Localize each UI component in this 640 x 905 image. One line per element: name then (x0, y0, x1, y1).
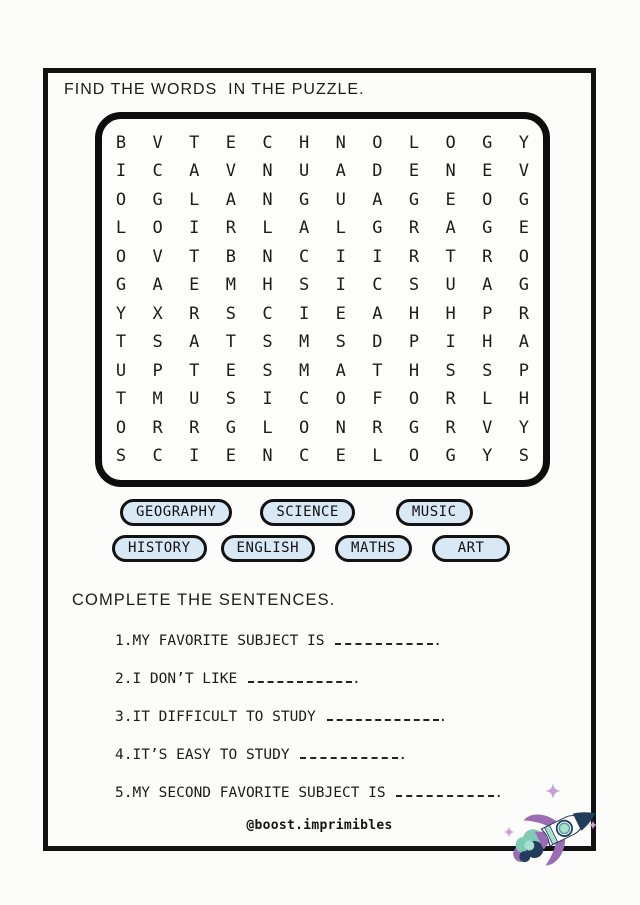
grid-letter: S (115, 446, 127, 467)
grid-letter: G (518, 189, 529, 210)
grid-letter: O (408, 446, 420, 467)
grid-letter: A (445, 218, 456, 239)
grid-letter: U (299, 161, 310, 182)
grid-letter: S (518, 446, 529, 467)
grid-letter: P (152, 360, 163, 381)
grid-letter: N (262, 246, 273, 267)
grid-letter: S (482, 360, 493, 381)
word-search-grid (95, 112, 550, 487)
grid-letter: R (445, 389, 456, 410)
word-pill-music: MUSIC (396, 499, 473, 526)
grid-letter: E (445, 189, 456, 210)
grid-letter: N (335, 417, 346, 438)
grid-letter: I (189, 446, 200, 467)
answer-blank (396, 785, 494, 797)
grid-letter: H (445, 303, 456, 324)
grid-letter: C (262, 132, 273, 153)
grid-letter: A (335, 360, 346, 381)
grid-letter: A (372, 303, 383, 324)
grid-letter: E (335, 446, 346, 467)
grid-letter: C (299, 389, 310, 410)
grid-row (110, 133, 535, 153)
grid-letter: V (152, 246, 163, 267)
sentence-period: . (398, 747, 408, 763)
grid-letter: O (372, 132, 383, 153)
grid-letter: T (445, 246, 456, 267)
grid-row (110, 361, 535, 381)
word-pill-english: ENGLISH (221, 535, 316, 562)
grid-letter: R (408, 218, 420, 239)
grid-letter: I (189, 218, 200, 239)
grid-letter: T (225, 332, 236, 353)
grid-letter: S (299, 275, 310, 296)
grid-letter: U (115, 360, 127, 381)
grid-letter: H (408, 303, 420, 324)
grid-letter: G (372, 218, 383, 239)
grid-letter: T (189, 132, 200, 153)
grid-letter: G (518, 275, 529, 296)
grid-letter: T (115, 389, 127, 410)
word-bank-row-1 (120, 499, 473, 526)
grid-letter: G (445, 446, 456, 467)
sentence-period: . (351, 671, 361, 687)
grid-letter: C (262, 303, 273, 324)
grid-letter: O (482, 189, 493, 210)
sentence-item (115, 747, 503, 765)
grid-letter: U (445, 275, 456, 296)
grid-letter: L (408, 132, 420, 153)
grid-letter: V (482, 417, 493, 438)
grid-letter: R (225, 218, 236, 239)
grid-letter: R (189, 303, 200, 324)
credit-handle: @boost.imprimibles (246, 818, 393, 833)
grid-letter: A (299, 218, 310, 239)
grid-letter: G (482, 132, 493, 153)
grid-letter: A (225, 189, 236, 210)
find-words-heading: FIND THE WORDS IN THE PUZZLE. (64, 81, 365, 98)
grid-letter: G (152, 189, 163, 210)
grid-letter: P (482, 303, 493, 324)
sentence-item (115, 633, 503, 651)
grid-letter: S (408, 275, 420, 296)
grid-letter: O (152, 218, 163, 239)
grid-letter: V (518, 161, 529, 182)
grid-letter: S (225, 389, 236, 410)
grid-letter: L (262, 218, 273, 239)
grid-letter: S (445, 360, 456, 381)
grid-letter: G (408, 189, 420, 210)
grid-letter: G (299, 189, 310, 210)
grid-letter: O (115, 417, 127, 438)
grid-letter: T (189, 246, 200, 267)
grid-letter: O (445, 132, 456, 153)
grid-row (110, 304, 535, 324)
word-pill-art: ART (432, 535, 511, 562)
grid-letter: A (152, 275, 163, 296)
sentence-item (115, 671, 503, 689)
grid-row (110, 332, 535, 352)
grid-letter: C (299, 246, 310, 267)
grid-letter: M (299, 332, 310, 353)
grid-letter: H (408, 360, 420, 381)
grid-row (110, 418, 535, 438)
grid-letter: D (372, 332, 383, 353)
sentence-text: 1.MY FAVORITE SUBJECT IS (115, 633, 334, 649)
complete-sentences-heading: COMPLETE THE SENTENCES. (72, 591, 336, 609)
grid-letter: I (335, 246, 346, 267)
grid-letter: I (299, 303, 310, 324)
grid-letter: S (335, 332, 346, 353)
grid-row (110, 190, 535, 210)
grid-letter: U (189, 389, 200, 410)
grid-letter: S (152, 332, 163, 353)
grid-letter: E (335, 303, 346, 324)
grid-letter: O (115, 246, 127, 267)
grid-letter: H (482, 332, 493, 353)
grid-letter: A (335, 161, 346, 182)
answer-blank (327, 709, 439, 721)
grid-letter: R (445, 417, 456, 438)
grid-letter: E (408, 161, 420, 182)
grid-letter: T (372, 360, 383, 381)
grid-letter: U (335, 189, 346, 210)
sentence-text: 4.IT’S EASY TO STUDY (115, 747, 299, 763)
sentence-text: 5.MY SECOND FAVORITE SUBJECT IS (115, 785, 395, 801)
grid-letter: R (372, 417, 383, 438)
sentence-period: . (433, 633, 442, 649)
sentence-period: . (438, 709, 448, 725)
grid-letter: G (408, 417, 420, 438)
grid-row (110, 446, 535, 466)
grid-letter: Y (518, 417, 529, 438)
sentence-text: 2.I DON’T LIKE (115, 671, 246, 687)
rocket-icon (496, 768, 640, 878)
grid-letter: H (262, 275, 273, 296)
grid-letter: G (482, 218, 493, 239)
grid-letter: R (518, 303, 529, 324)
grid-row (110, 161, 535, 181)
grid-letter: B (225, 246, 236, 267)
grid-letter: L (189, 189, 200, 210)
sentence-text: 3.IT DIFFICULT TO STUDY (115, 709, 325, 725)
grid-letter: R (152, 417, 163, 438)
word-bank-row-2 (112, 535, 510, 562)
grid-letter: B (115, 132, 127, 153)
grid-letter: N (445, 161, 456, 182)
grid-letter: O (335, 389, 346, 410)
word-pill-history: HISTORY (112, 535, 207, 562)
grid-letter: C (152, 161, 163, 182)
grid-letter: N (262, 161, 273, 182)
grid-letter: N (262, 189, 273, 210)
grid-letter: M (299, 360, 310, 381)
grid-letter: E (225, 446, 236, 467)
grid-row (110, 218, 535, 238)
grid-letter: D (372, 161, 383, 182)
grid-letter: P (518, 360, 529, 381)
grid-letter: I (262, 389, 273, 410)
grid-letter: T (189, 360, 200, 381)
grid-letter: L (482, 389, 493, 410)
grid-letter: P (408, 332, 420, 353)
grid-letter: I (445, 332, 456, 353)
grid-row (110, 247, 535, 267)
grid-letter: I (115, 161, 127, 182)
answer-blank (300, 747, 398, 759)
answer-blank (248, 671, 352, 683)
grid-letter: E (189, 275, 200, 296)
grid-letter: S (225, 303, 236, 324)
grid-letter: A (518, 332, 529, 353)
word-pill-maths: MATHS (335, 535, 412, 562)
grid-letter: H (299, 132, 310, 153)
grid-letter: E (225, 132, 236, 153)
grid-letter: O (408, 389, 420, 410)
sentence-period: . (494, 785, 504, 801)
grid-letter: C (372, 275, 383, 296)
grid-row (110, 389, 535, 409)
word-pill-science: SCIENCE (260, 499, 355, 526)
grid-row (110, 275, 535, 295)
grid-letter: G (115, 275, 127, 296)
grid-letter: L (262, 417, 273, 438)
grid-letter: T (115, 332, 127, 353)
grid-letter: O (115, 189, 127, 210)
grid-letter: A (189, 332, 200, 353)
grid-letter: L (115, 218, 127, 239)
grid-letter: A (189, 161, 200, 182)
grid-letter: C (152, 446, 163, 467)
grid-letter: F (372, 389, 383, 410)
grid-letter: S (262, 360, 273, 381)
grid-letter: Y (482, 446, 493, 467)
grid-letter: O (518, 246, 529, 267)
grid-letter: E (518, 218, 529, 239)
grid-letter: C (299, 446, 310, 467)
grid-letter: R (482, 246, 493, 267)
grid-letter: I (335, 275, 346, 296)
grid-letter: R (408, 246, 420, 267)
grid-letter: R (189, 417, 200, 438)
grid-letter: I (372, 246, 383, 267)
sentence-item (115, 709, 503, 727)
grid-letter: Y (115, 303, 127, 324)
grid-letter: O (299, 417, 310, 438)
grid-letter: Y (518, 132, 529, 153)
grid-letter: A (372, 189, 383, 210)
grid-letter: M (152, 389, 163, 410)
grid-letter: E (225, 360, 236, 381)
answer-blank (335, 633, 433, 645)
page-border-frame (43, 68, 596, 851)
grid-letter: S (262, 332, 273, 353)
grid-letter: N (335, 132, 346, 153)
grid-letter: E (482, 161, 493, 182)
grid-letter: H (518, 389, 529, 410)
grid-letter: V (152, 132, 163, 153)
grid-letter: V (225, 161, 236, 182)
word-pill-geography: GEOGRAPHY (120, 499, 232, 526)
grid-letter: M (225, 275, 236, 296)
sentences-list (115, 633, 503, 823)
grid-letter: A (482, 275, 493, 296)
grid-letter: G (225, 417, 236, 438)
grid-letter: X (152, 303, 163, 324)
grid-letter: L (372, 446, 383, 467)
grid-letter: L (335, 218, 346, 239)
grid-letter: N (262, 446, 273, 467)
sentence-item (115, 785, 503, 803)
